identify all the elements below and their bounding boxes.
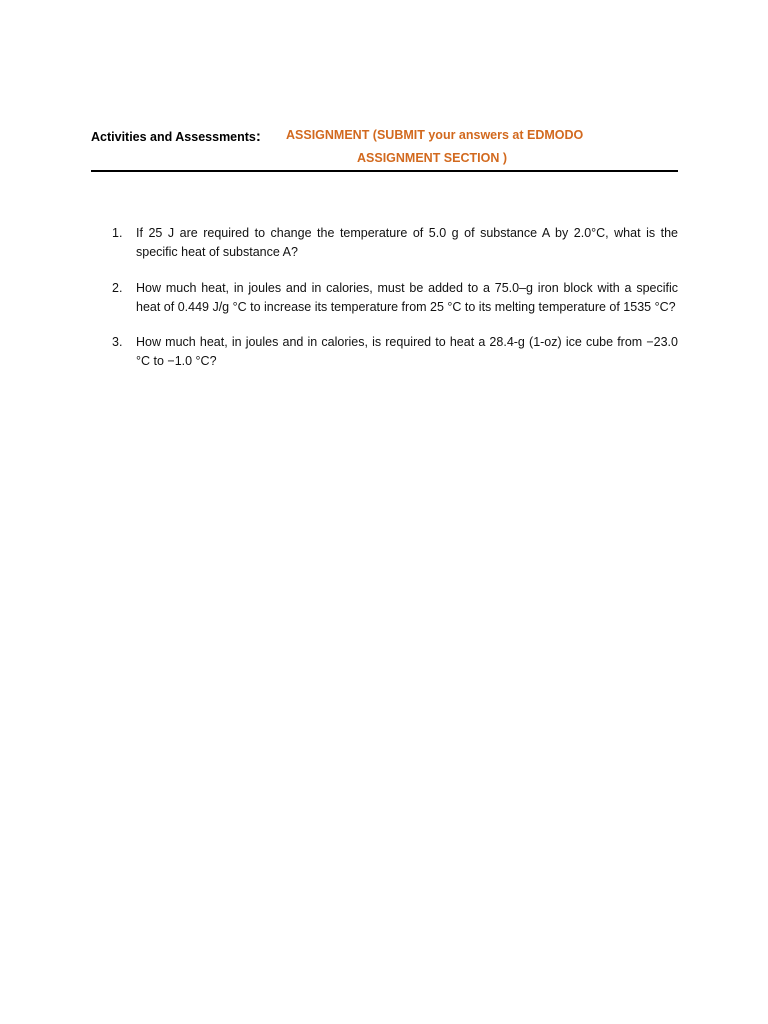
header-label-group xyxy=(91,128,261,145)
assignment-header xyxy=(91,127,678,172)
question-list xyxy=(112,224,678,388)
question-number: 2. xyxy=(112,280,123,295)
header-label: Activities and Assessments xyxy=(91,130,256,144)
assignment-title-line2: ASSIGNMENT SECTION ) xyxy=(357,151,508,165)
question-item xyxy=(112,333,678,372)
header-colon: : xyxy=(255,128,261,145)
question-number: 1. xyxy=(112,226,123,240)
question-number: 3. xyxy=(112,335,123,350)
question-item xyxy=(112,224,678,263)
question-text: How much heat, in joules and in calories, must be added to a 75.0–g iron block with a specific heat of 0.449 J/g °C to increase its temperature from 25 °C to its melting temperature of 1535 °C? xyxy=(136,280,678,314)
question-item xyxy=(112,279,678,318)
question-text: How much heat, in joules and in calories, is required to heat a 28.4-g (1-oz) ice cube from −23.0 °C to −1.0 °C? xyxy=(136,335,678,369)
assignment-title-line1: ASSIGNMENT (SUBMIT your answers at EDMODO xyxy=(286,128,584,142)
question-text: If 25 J are required to change the temperature of 5.0 g of substance A by 2.0°C, what is the specific heat of substance A? xyxy=(136,226,678,260)
